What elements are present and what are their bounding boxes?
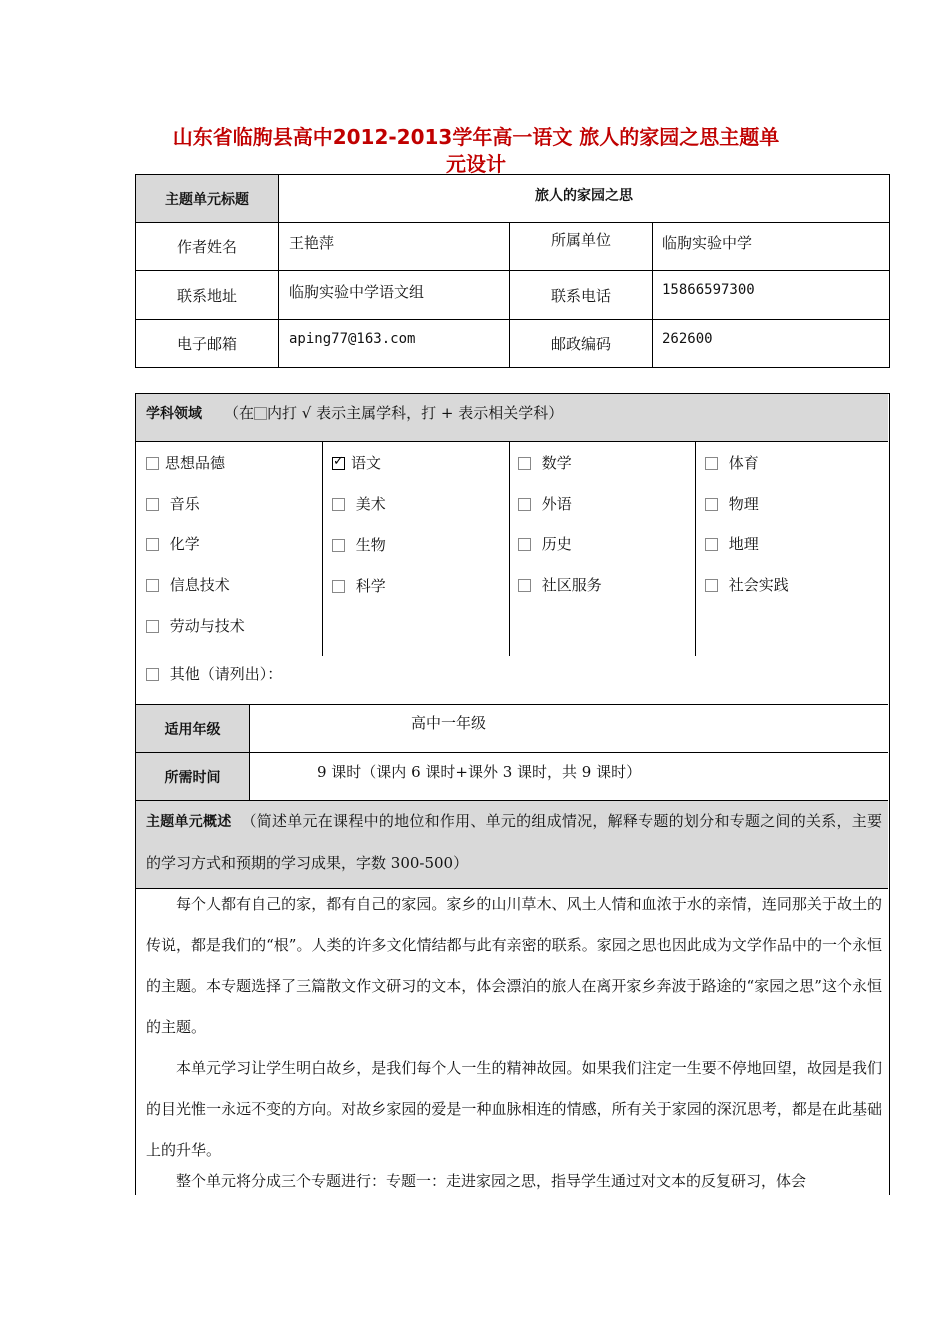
overview-paragraph-2: 本单元学习让学生明白故乡，是我们每个人一生的精神故园。如果我们注定一生要不停地回望，故园是我们的目光惟一永远不变的方向。对故乡家园的爱是一种血脉相连的情感，所有关于家园的深沉思考，都是在此基础上的升华。 bbox=[146, 1059, 882, 1159]
subject-label: 思想品德 bbox=[165, 454, 226, 472]
subject-social-practice[interactable] bbox=[705, 574, 789, 595]
subject-label: 物理 bbox=[728, 495, 759, 513]
subject-label: 科学 bbox=[355, 577, 386, 595]
time-label: 所需时间 bbox=[136, 753, 250, 800]
phone-label: 联系电话 bbox=[510, 271, 653, 320]
author-value: 王艳萍 bbox=[289, 234, 335, 252]
subject-pe[interactable] bbox=[705, 452, 759, 473]
subject-art[interactable] bbox=[332, 493, 386, 514]
checkbox-icon[interactable] bbox=[518, 538, 531, 551]
subject-table bbox=[135, 393, 890, 1195]
checkbox-icon[interactable] bbox=[332, 539, 345, 552]
overview-header-text bbox=[146, 801, 882, 884]
address-value: 临朐实验中学语文组 bbox=[289, 283, 425, 301]
checkbox-icon[interactable] bbox=[146, 579, 159, 592]
unit-cell bbox=[653, 223, 889, 271]
subject-chinese[interactable] bbox=[332, 452, 381, 473]
subject-header-label: 学科领域 bbox=[146, 406, 202, 422]
subject-it[interactable] bbox=[146, 574, 230, 595]
email-value: aping77@163.com bbox=[289, 331, 416, 347]
subject-label: 信息技术 bbox=[169, 576, 230, 594]
subject-labor[interactable] bbox=[146, 615, 245, 636]
subject-label: 体育 bbox=[728, 454, 759, 472]
subject-label: 数学 bbox=[541, 454, 572, 472]
title-line-1: 山东省临朐县高中2012-2013学年高一语文 旅人的家园之思主题单 bbox=[172, 125, 780, 149]
subject-moral[interactable] bbox=[146, 452, 225, 473]
checkbox-icon[interactable] bbox=[146, 457, 159, 470]
subject-history[interactable] bbox=[518, 533, 572, 554]
subject-label: 音乐 bbox=[169, 495, 200, 513]
col-divider-3 bbox=[695, 442, 696, 656]
checkbox-icon[interactable] bbox=[705, 457, 718, 470]
title-line-2: 元设计 bbox=[446, 152, 506, 176]
email-label: 电子邮箱 bbox=[136, 320, 279, 367]
theme-label: 主题单元标题 bbox=[136, 175, 279, 223]
grade-value: 高中一年级 bbox=[411, 714, 487, 732]
info-table bbox=[135, 174, 890, 368]
subject-other-label: 其他（请列出）： bbox=[169, 665, 283, 683]
checkbox-icon[interactable] bbox=[705, 498, 718, 511]
checkbox-icon[interactable] bbox=[518, 498, 531, 511]
phone-value: 15866597300 bbox=[662, 282, 755, 298]
unit-label-text: 所属单位 bbox=[550, 231, 611, 249]
address-cell bbox=[279, 271, 510, 320]
overview-label: 主题单元概述 bbox=[146, 814, 232, 830]
checkbox-icon[interactable] bbox=[146, 498, 159, 511]
col-divider-2 bbox=[509, 442, 510, 656]
checkbox-icon[interactable] bbox=[332, 580, 345, 593]
checkbox-icon[interactable] bbox=[518, 579, 531, 592]
overview-paragraph-3: 整个单元将分成三个专题进行：专题一：走进家园之思，指导学生通过对文本的反复研习，体会 bbox=[176, 1172, 807, 1190]
overview-header bbox=[136, 801, 888, 889]
subject-biology[interactable] bbox=[332, 534, 386, 555]
subject-other[interactable] bbox=[146, 663, 282, 684]
checkbox-icon[interactable] bbox=[705, 579, 718, 592]
subject-header-note-end: 内打 √ 表示主属学科，打 + 表示相关学科） bbox=[267, 404, 564, 422]
overview-paragraph-1: 每个人都有自己的家，都有自己的家园。家乡的山川草木、风土人情和血浓于水的亲情，连同那关于故土的传说，都是我们的“根”。人类的许多文化情结都与此有亲密的联系。家园之思也因此成为文学作品中的一个永恒的主题。本专题选择了三篇散文作文研习的文本，体会漂泊的旅人在离开家乡奔波于路途的“家园之思”这个永恒的主题。 bbox=[146, 895, 882, 1036]
subject-foreign-language[interactable] bbox=[518, 493, 572, 514]
checkbox-icon[interactable] bbox=[146, 620, 159, 633]
email-cell bbox=[279, 320, 510, 367]
subject-label: 劳动与技术 bbox=[169, 617, 245, 635]
subject-chemistry[interactable] bbox=[146, 533, 200, 554]
subject-community-service[interactable] bbox=[518, 574, 602, 595]
subject-label: 生物 bbox=[355, 536, 386, 554]
subject-label: 地理 bbox=[728, 535, 759, 553]
subject-label: 社会实践 bbox=[728, 576, 789, 594]
subject-label: 语文 bbox=[351, 454, 382, 472]
author-cell bbox=[279, 223, 510, 271]
checked-checkbox-icon[interactable] bbox=[332, 457, 345, 470]
subject-math[interactable] bbox=[518, 452, 572, 473]
address-label: 联系地址 bbox=[136, 271, 279, 320]
unit-label bbox=[510, 223, 653, 271]
zip-cell bbox=[653, 320, 889, 367]
checkbox-icon[interactable] bbox=[332, 498, 345, 511]
document-title bbox=[136, 124, 816, 178]
zip-label: 邮政编码 bbox=[510, 320, 653, 367]
subject-label: 外语 bbox=[541, 495, 572, 513]
subject-geography[interactable] bbox=[705, 533, 759, 554]
theme-value-cell bbox=[279, 175, 889, 223]
author-label: 作者姓名 bbox=[136, 223, 279, 271]
zip-value: 262600 bbox=[662, 331, 713, 347]
checkbox-icon[interactable] bbox=[146, 538, 159, 551]
subject-header bbox=[136, 394, 888, 442]
inline-checkbox-icon bbox=[254, 407, 267, 420]
subject-header-note-start: （在 bbox=[224, 404, 255, 422]
checkbox-icon[interactable] bbox=[518, 457, 531, 470]
phone-cell bbox=[653, 271, 889, 320]
checkbox-icon[interactable] bbox=[146, 668, 159, 681]
overview-note: （简述单元在课程中的地位和作用、单元的组成情况，解释专题的划分和专题之间的关系，主要的学习方式和预期的学习成果，字数 300-500） bbox=[146, 812, 882, 872]
grade-label: 适用年级 bbox=[136, 705, 250, 752]
subject-label: 美术 bbox=[355, 495, 386, 513]
subject-label: 社区服务 bbox=[541, 576, 602, 594]
subject-science[interactable] bbox=[332, 575, 386, 596]
subject-label: 化学 bbox=[169, 535, 200, 553]
subject-physics[interactable] bbox=[705, 493, 759, 514]
subject-music[interactable] bbox=[146, 493, 200, 514]
theme-value: 旅人的家园之思 bbox=[535, 188, 633, 204]
checkbox-icon[interactable] bbox=[705, 538, 718, 551]
subject-header-note bbox=[224, 402, 563, 423]
col-divider-1 bbox=[322, 442, 323, 656]
time-value: 9 课时（课内 6 课时+课外 3 课时，共 9 课时） bbox=[317, 763, 642, 781]
unit-value: 临朐实验中学 bbox=[662, 234, 753, 252]
subject-label: 历史 bbox=[541, 535, 572, 553]
